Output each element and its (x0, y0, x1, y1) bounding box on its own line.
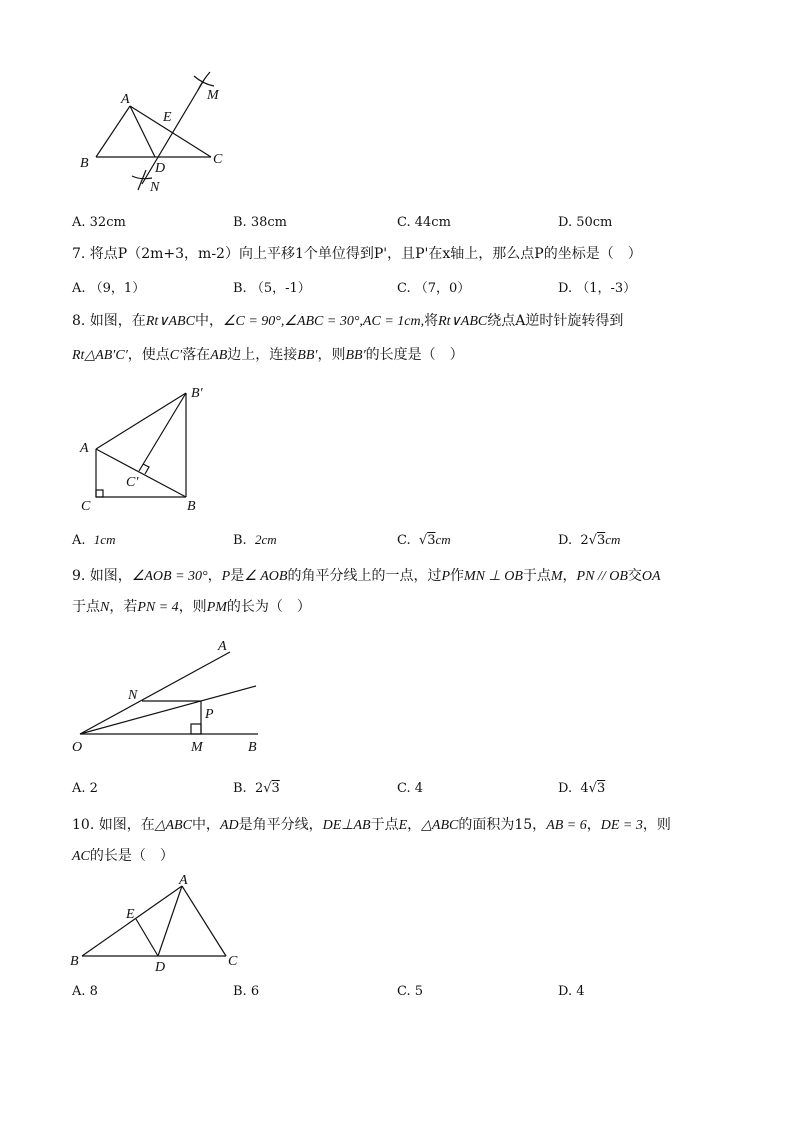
q10-label-e: E (126, 907, 135, 922)
q9-label-o: O (72, 740, 83, 755)
q10-label-a: A (179, 873, 188, 888)
q9-label-n: N (128, 688, 138, 703)
q6-label-b: B (80, 156, 89, 171)
q8-options (72, 532, 772, 550)
q10-figure (65, 868, 245, 978)
q9-question-line2: 于点N，若PN = 4，则PM的长为（ ） (72, 599, 311, 615)
q6-arc-n1 (132, 176, 152, 179)
q6-label-a: A (121, 92, 130, 107)
q6-option-b: B. 38cm (233, 215, 287, 230)
q10-question-line1: 10. 如图，在△ABC中，AD是角平分线，DE⊥AB于点E，△ABC的面积为15，AB = 6，DE = 3，则 (72, 817, 671, 833)
q8-segment-bpcp (139, 393, 186, 471)
q7-option-c: C. （7，0） (397, 281, 471, 296)
q10-option-c: C. 5 (397, 984, 424, 999)
q6-label-d: D (155, 161, 166, 176)
q8-option-d: D. 2√3cm (558, 532, 621, 548)
q10-label-c: C (228, 954, 238, 969)
q8-label-bp: B′ (191, 386, 203, 401)
q9-ray-bisector (80, 686, 256, 734)
q9-label-m: M (191, 740, 203, 755)
q8-segment-abp (96, 393, 186, 449)
q7-question: 7. 将点P（2m+3，m-2）向上平移1个单位得到P'，且P'在x轴上，那么点P的坐标是（ ） (72, 246, 642, 262)
q8-question-line2: Rt△AB′C′，使点C′落在AB边上，连接BB′，则BB′的长度是（ ） (72, 347, 464, 363)
q6-option-a: A. 32cm (72, 215, 126, 230)
q9-label-a: A (218, 639, 227, 654)
q10-option-d: D. 4 (558, 984, 585, 999)
q9-options (72, 781, 772, 799)
q7-option-a: A. （9，1） (72, 281, 146, 296)
q10-segment-de (136, 919, 158, 956)
q10-question-line2: AC的长是（ ） (72, 848, 174, 864)
q10-options (72, 984, 772, 1002)
q7-option-b: B. （5，-1） (233, 281, 311, 296)
q8-label-c: C (81, 499, 91, 514)
q6-label-e: E (163, 110, 172, 125)
q6-label-n: N (150, 180, 160, 195)
q9-option-b: B. 2√3 (233, 781, 280, 796)
q9-option-d: D. 4√3 (558, 781, 606, 796)
q8-label-a: A (80, 441, 89, 456)
q8-option-a: A. 1cm (72, 532, 116, 548)
q8-question-line1: 8. 如图，在Rt∨ABC中，∠C = 90°,∠ABC = 30°,AC = 1cm,将Rt∨ABC绕点A逆时针旋转得到 (72, 313, 624, 329)
q6-option-c: C. 44cm (397, 215, 451, 230)
q10-segment-ac (182, 886, 226, 956)
q10-label-b: B (70, 954, 79, 969)
q9-label-p: P (205, 707, 214, 722)
q6-label-c: C (213, 152, 223, 167)
q8-segment-ab (96, 449, 186, 497)
q10-option-b: B. 6 (233, 984, 260, 999)
q6-options (72, 215, 772, 233)
q8-option-c: C. √3cm (397, 532, 451, 548)
q9-option-a: A. 2 (72, 781, 98, 796)
q8-right-angle-c (96, 490, 103, 497)
q7-options (72, 277, 772, 295)
q8-right-angle-cp (143, 464, 149, 474)
q6-option-d: D. 50cm (558, 215, 613, 230)
q7-option-d: D. （1，-3） (558, 281, 637, 296)
q6-segment-ab (96, 106, 130, 157)
q8-label-b: B (187, 499, 196, 514)
q10-label-d: D (155, 960, 166, 975)
q9-label-b: B (248, 740, 257, 755)
q8-figure (75, 380, 215, 515)
q6-line-mn (142, 80, 204, 184)
q10-segment-ad (158, 886, 182, 956)
q9-option-c: C. 4 (397, 781, 424, 796)
q10-option-a: A. 8 (72, 984, 98, 999)
q9-figure (70, 630, 270, 760)
q8-label-cp: C′ (126, 475, 139, 490)
q9-question-line1: 9. 如图，∠AOB = 30°，P是∠ AOB的角平分线上的一点，过P作MN ⊥ OB于点M，PN // OB交OA (72, 568, 661, 584)
q9-right-angle-m (191, 724, 201, 734)
q6-label-m: M (207, 88, 219, 103)
q6-figure (70, 65, 250, 200)
q8-option-b: B. 2cm (233, 532, 277, 548)
